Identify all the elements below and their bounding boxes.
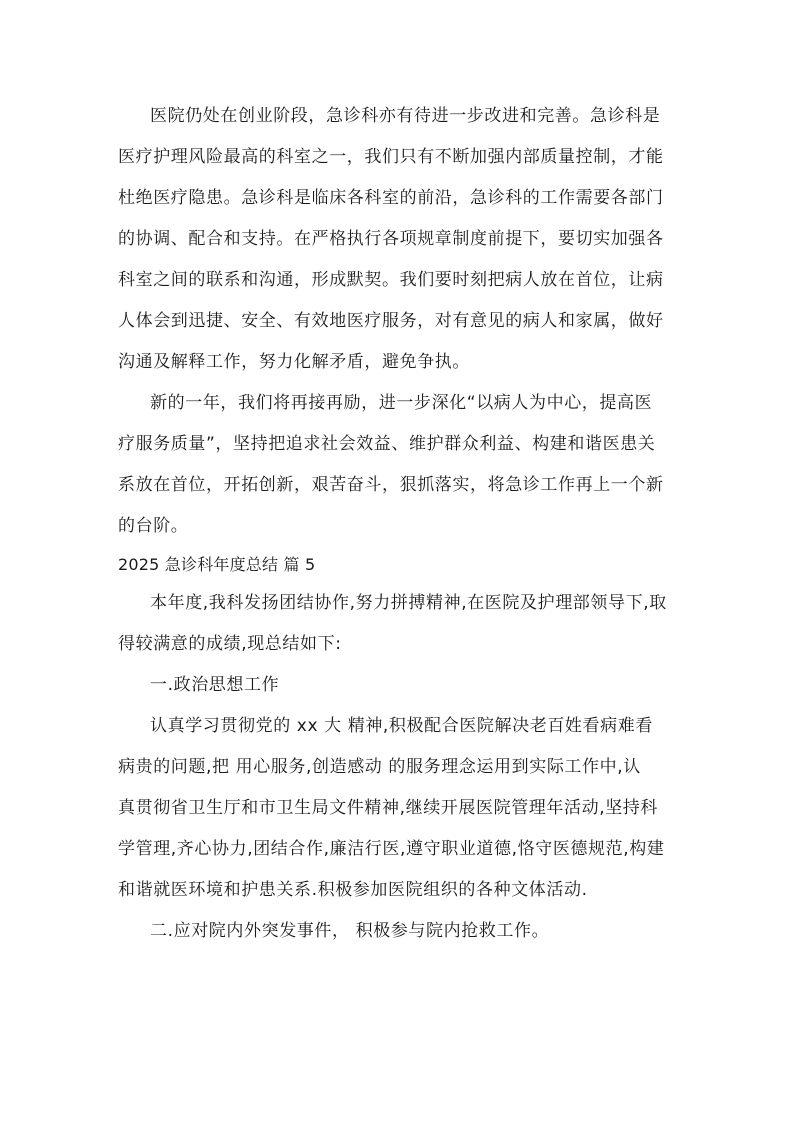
text-line: 杜绝医疗隐患。急诊科是临床各科室的前沿，急诊科的工作需要各部门	[118, 188, 664, 208]
paragraph-1	[118, 96, 678, 383]
text-line: 认真学习贯彻党的 xx 大 精神,积极配合医院解决老百姓看病难看	[150, 716, 653, 736]
text-line: 和谐就医环境和护患关系.积极参加医院组织的各种文体活动.	[118, 880, 588, 900]
paragraph-3	[118, 583, 678, 665]
subsection-title-1: 一.政治思想工作	[150, 675, 280, 695]
subsection-title-2: 二.应对院内外突发事件， 积极参与院内抢救工作。	[150, 921, 550, 941]
text-line: 疗服务质量”，坚持把追求社会效益、维护群众利益、构建和谐医患关	[118, 434, 656, 454]
text-line: 沟通及解释工作，努力化解矛盾，避免争执。	[118, 352, 470, 372]
paragraph-4	[118, 706, 678, 911]
text-line: 的台阶。	[118, 516, 189, 536]
text-line: 人体会到迅捷、安全、有效地医疗服务，对有意见的病人和家属，做好	[118, 311, 664, 331]
document-body	[118, 96, 678, 952]
text-line: 本年度,我科发扬团结协作,努力拼搏精神,在医院及护理部领导下,取	[150, 593, 667, 613]
paragraph-2	[118, 383, 678, 547]
text-line: 的协调、配合和支持。在严格执行各项规章制度前提下，要切实加强各	[118, 229, 664, 249]
text-line: 系放在首位，开拓创新，艰苦奋斗，狠抓落实，将急诊工作再上一个新	[118, 475, 664, 495]
text-line: 真贯彻省卫生厅和市卫生局文件精神,继续开展医院管理年活动,坚持科	[118, 798, 659, 818]
text-line: 病贵的问题,把 用心服务,创造感动 的服务理念运用到实际工作中,认	[118, 757, 641, 777]
text-line: 医疗护理风险最高的科室之一，我们只有不断加强内部质量控制，才能	[118, 147, 664, 167]
text-line: 新的一年，我们将再接再励，进一步深化“以病人为中心，提高医	[150, 393, 653, 413]
text-line: 医院仍处在创业阶段，急诊科亦有待进一步改进和完善。急诊科是	[150, 106, 661, 126]
text-line: 学管理,齐心协力,团结合作,廉洁行医,遵守职业道德,恪守医德规范,构建	[118, 839, 665, 859]
text-line: 得较满意的成绩,现总结如下:	[118, 634, 342, 654]
section-heading: 2025 急诊科年度总结 篇 5	[118, 555, 316, 574]
text-line: 科室之间的联系和沟通，形成默契。我们要时刻把病人放在首位，让病	[118, 270, 664, 290]
